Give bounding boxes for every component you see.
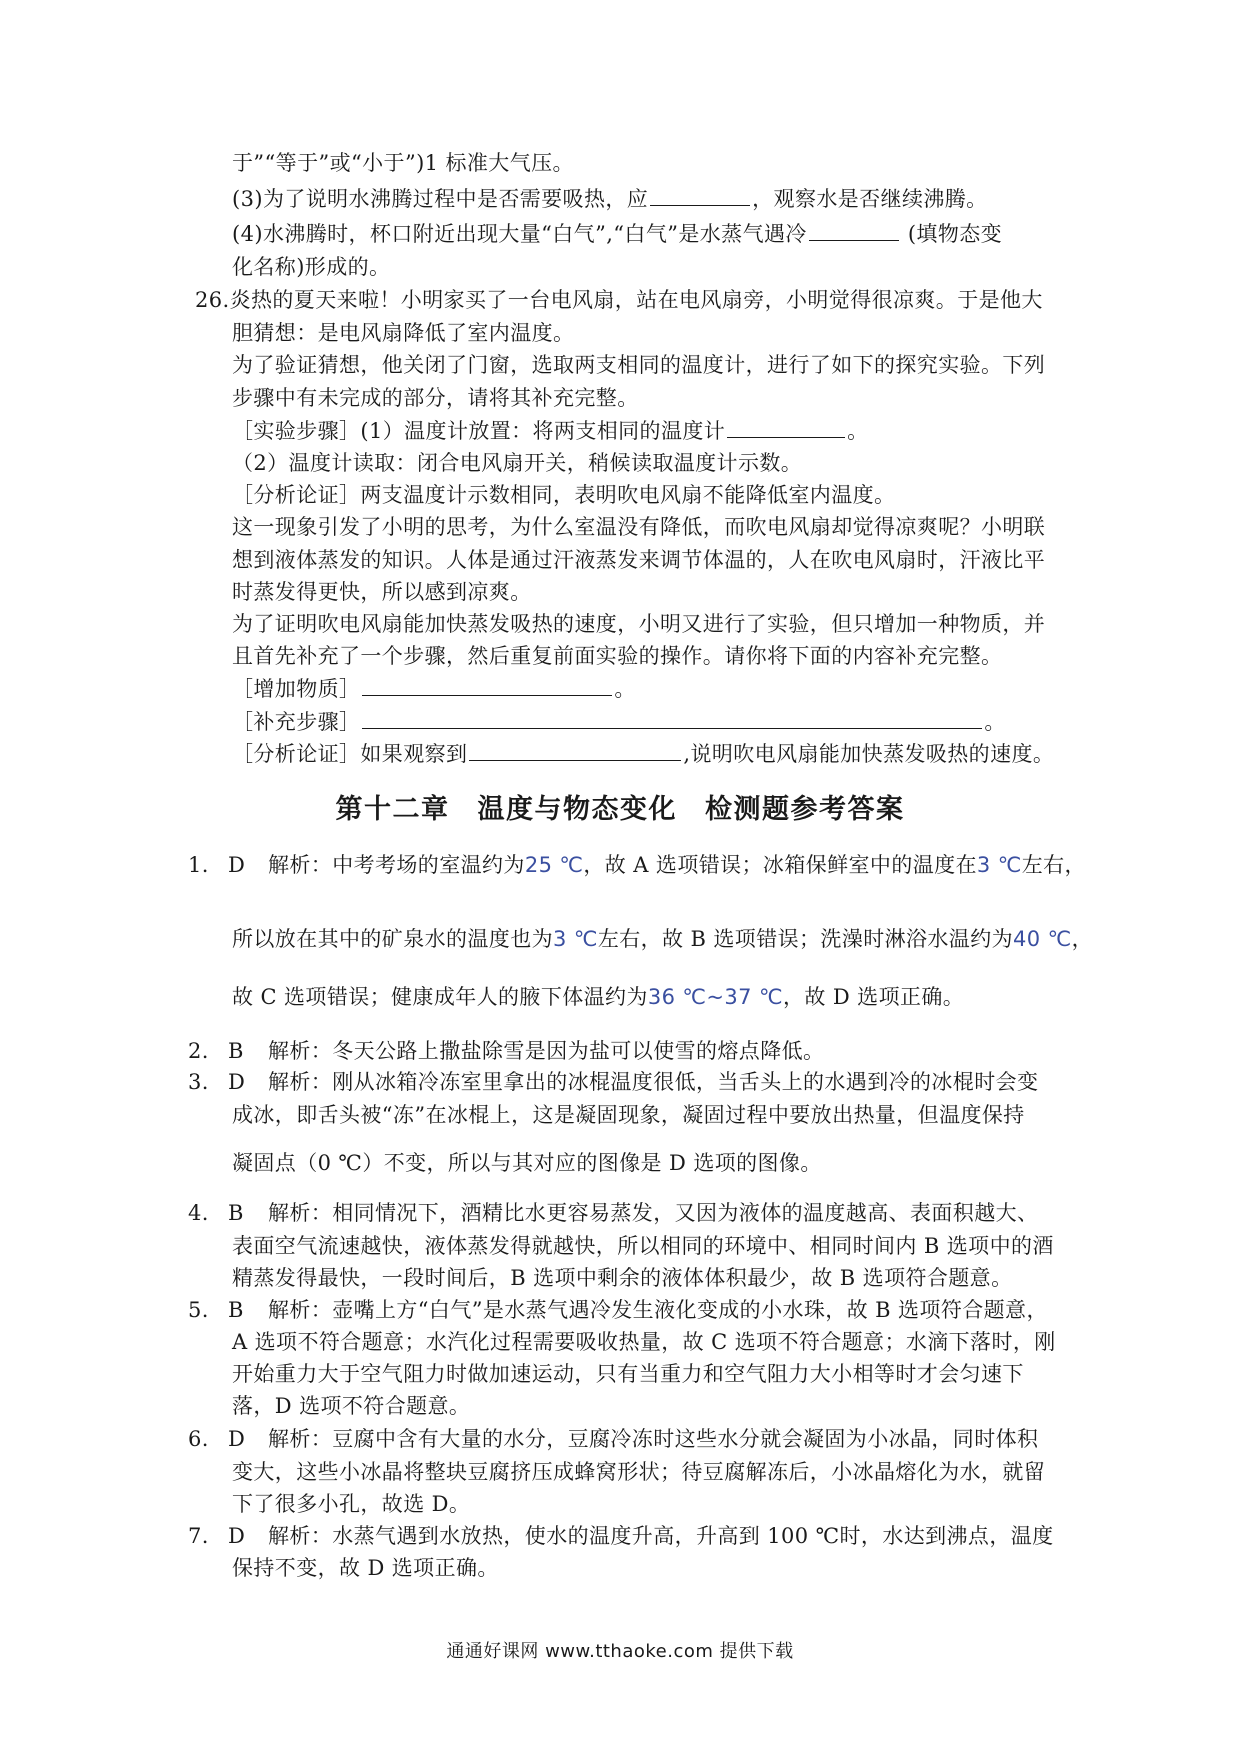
text: 。 [614,677,636,701]
q26-add-material [232,673,636,704]
q3-line [232,183,988,214]
text: 解析：壶嘴上方“白气”是水蒸气遇冷发生液化变成的小水珠，故 B 选项符合题意， [268,1298,1048,1322]
text: A 选项不符合题意；水汽化过程需要吸收热量，故 C 选项不符合题意；水滴下落时，刚 [232,1330,1056,1354]
answer-1-line-3 [232,982,964,1012]
text: 左右， [1021,853,1086,877]
footer-source: 通通好课网 www.tthaoke.com 提供下载 [446,1641,794,1662]
text: 这一现象引发了小明的思考，为什么室温没有降低，而吹电风扇却觉得凉爽呢？小明联 [232,515,1046,539]
q26-line [232,512,1045,542]
q4-line [232,218,1002,249]
text: 于”“等于”或“小于”)1 标准大气压。 [232,151,574,175]
text: (3)为了说明水沸腾过程中是否需要吸热，应 [232,187,649,211]
answer-4-line-2 [232,1231,1054,1261]
heading-chapter: 第十二章 [335,794,450,825]
text: 落，D 选项不符合题意。 [232,1394,471,1418]
text: (4)水沸腾时，杯口附近出现大量“白气”,“白气”是水蒸气遇冷 [232,222,807,246]
q26-line [232,383,639,413]
text: ［增加物质］ [232,677,361,701]
text: 表面空气流速越快，液体蒸发得就越快，所以相同的环境中、相同时间内 B 选项中的酒 [232,1234,1054,1258]
answer-3-line-3 [232,1148,822,1178]
text: 精蒸发得最快，一段时间后，B 选项中剩余的液体体积最少，故 B 选项符合题意。 [232,1266,1013,1290]
text: 胆猜想：是电风扇降低了室内温度。 [232,321,575,345]
text: 左右，故 B 选项错误；洗澡时淋浴水温约为 [597,927,1014,951]
answer-blank[interactable] [650,183,750,206]
text: 凝固点（0 ℃）不变，所以与其对应的图像是 D 选项的图像。 [232,1151,822,1175]
q26-line [232,609,1045,639]
text: 。 [847,419,869,443]
text: 开始重力大于空气阻力时做加速运动，只有当重力和空气阻力大小相等时才会匀速下 [232,1362,1024,1386]
text: 化名称)形成的。 [232,255,391,279]
text: ［分析论证］如果观察到 [232,742,468,766]
text: 步骤中有未完成的部分，请将其补充完整。 [232,386,639,410]
text: 下了很多小孔，故选 D。 [232,1492,471,1516]
q4-line-2 [232,252,390,282]
text: 故 C 选项错误；健康成年人的腋下体温约为 [232,985,648,1009]
q26-line [232,545,1045,575]
text: 炎热的夏天来啦！小明家买了一台电风扇，站在电风扇旁，小明觉得很凉爽。于是他大 [229,288,1043,312]
question-number: 26. [195,288,230,312]
temperature-value: 36 ℃~37 ℃ [647,985,783,1009]
answer-letter: D [228,1427,246,1451]
text: ,说明吹电风扇能加快蒸发吸热的速度。 [683,742,1055,766]
text: 成冰，即舌头被“冻”在冰棍上，这是凝固现象，凝固过程中要放出热量，但温度保持 [232,1103,1025,1127]
text: ［分析论证］两支温度计示数相同，表明吹电风扇不能降低室内温度。 [232,483,896,507]
text: ［实验步骤］(1）温度计放置：将两支相同的温度计 [232,419,726,443]
section-heading [0,787,1240,826]
text: 解析：冬天公路上撒盐除雪是因为盐可以使雪的熔点降低。 [268,1039,825,1063]
answer-letter: B [228,1298,244,1322]
text: 解析：水蒸气遇到水放热，使水的温度升高，升高到 100 ℃时，水达到沸点，温度 [268,1524,1054,1548]
text: 所以放在其中的矿泉水的温度也为 [232,927,553,951]
answer-4 [188,1198,1038,1228]
text: 解析：豆腐中含有大量的水分，豆腐冷冻时这些水分就会凝固为小冰晶，同时体积 [268,1427,1039,1451]
answer-6-line-2 [232,1457,1045,1487]
answer-blank[interactable] [362,706,982,729]
text: ，故 D 选项正确。 [783,985,965,1009]
answer-6 [188,1424,1038,1454]
answer-blank[interactable] [469,738,681,761]
answer-2 [188,1036,824,1066]
q26-add-step [232,706,1006,737]
answer-number: 1. [188,853,209,877]
q26-line [232,350,1045,380]
text: 保持不变，故 D 选项正确。 [232,1556,499,1580]
answer-letter: B [228,1201,244,1225]
answer-blank[interactable] [809,218,899,241]
answer-6-line-3 [232,1489,470,1519]
text: 且首先补充了一个步骤，然后重复前面实验的操作。请你将下面的内容补充完整。 [232,644,1003,668]
temperature-value: 3 ℃ [553,927,598,951]
answer-5 [188,1295,1048,1325]
q26-analysis-2 [232,738,1054,769]
text: （2）温度计读取：闭合电风扇开关，稍候读取温度计示数。 [232,451,803,475]
answer-letter: D [228,1070,246,1094]
answer-number: 4. [188,1201,209,1225]
answer-1-line-2 [232,924,1093,954]
temperature-value: 25 ℃ [524,853,584,877]
text: ， [1071,927,1094,951]
answer-letter: D [228,1524,246,1548]
answer-number: 5. [188,1298,209,1322]
answer-number: 7. [188,1524,209,1548]
answer-blank[interactable] [362,673,612,696]
question-tail-line [232,148,574,178]
heading-topic: 温度与物态变化 [477,794,677,825]
answer-number: 3. [188,1070,209,1094]
answer-number: 6. [188,1427,209,1451]
q26-analysis [232,480,895,510]
answer-blank[interactable] [727,415,845,438]
text: 。 [984,710,1006,734]
text: ，故 A 选项错误；冰箱保鲜室中的温度在 [583,853,977,877]
text: 想到液体蒸发的知识。人体是通过汗液蒸发来调节体温的，人在吹电风扇时，汗液比平 [232,548,1046,572]
answer-letter: B [228,1039,244,1063]
answer-3 [188,1067,1038,1097]
q26-line [232,577,532,607]
answer-5-line-2 [232,1327,1056,1357]
text: 解析：中考考场的室温约为 [268,853,525,877]
answer-letter: D [228,853,246,877]
answer-7 [188,1521,1054,1551]
text: 为了证明吹电风扇能加快蒸发吸热的速度，小明又进行了实验，但只增加一种物质，并 [232,612,1046,636]
text: 时蒸发得更快，所以感到凉爽。 [232,580,532,604]
text: 变大，这些小冰晶将整块豆腐挤压成蜂窝形状；待豆腐解冻后，小冰晶熔化为水，就留 [232,1460,1046,1484]
temperature-value: 40 ℃ [1013,927,1072,951]
q26-line [232,641,1002,671]
q26-line [195,285,1043,315]
q26-step2 [232,448,802,478]
answer-1 [188,850,1086,880]
temperature-value: 3 ℃ [976,853,1022,877]
answer-3-line-2 [232,1100,1025,1130]
text: ［补充步骤］ [232,710,361,734]
answer-7-line-2 [232,1553,499,1583]
answer-5-line-4 [232,1391,470,1421]
text: 解析：相同情况下，酒精比水更容易蒸发，又因为液体的温度越高、表面积越大、 [268,1201,1039,1225]
q26-line [232,318,574,348]
answer-number: 2. [188,1039,209,1063]
answer-5-line-3 [232,1359,1024,1389]
q26-step1 [232,415,869,446]
text: 为了验证猜想，他关闭了门窗，选取两支相同的温度计，进行了如下的探究实验。下列 [232,353,1046,377]
heading-subtitle: 检测题参考答案 [705,794,905,825]
text: 解析：刚从冰箱冷冻室里拿出的冰棍温度很低，当舌头上的水遇到冷的冰棍时会变 [268,1070,1039,1094]
text: ，观察水是否继续沸腾。 [752,187,988,211]
text: (填物态变 [900,222,1003,246]
answer-4-line-3 [232,1263,1013,1293]
